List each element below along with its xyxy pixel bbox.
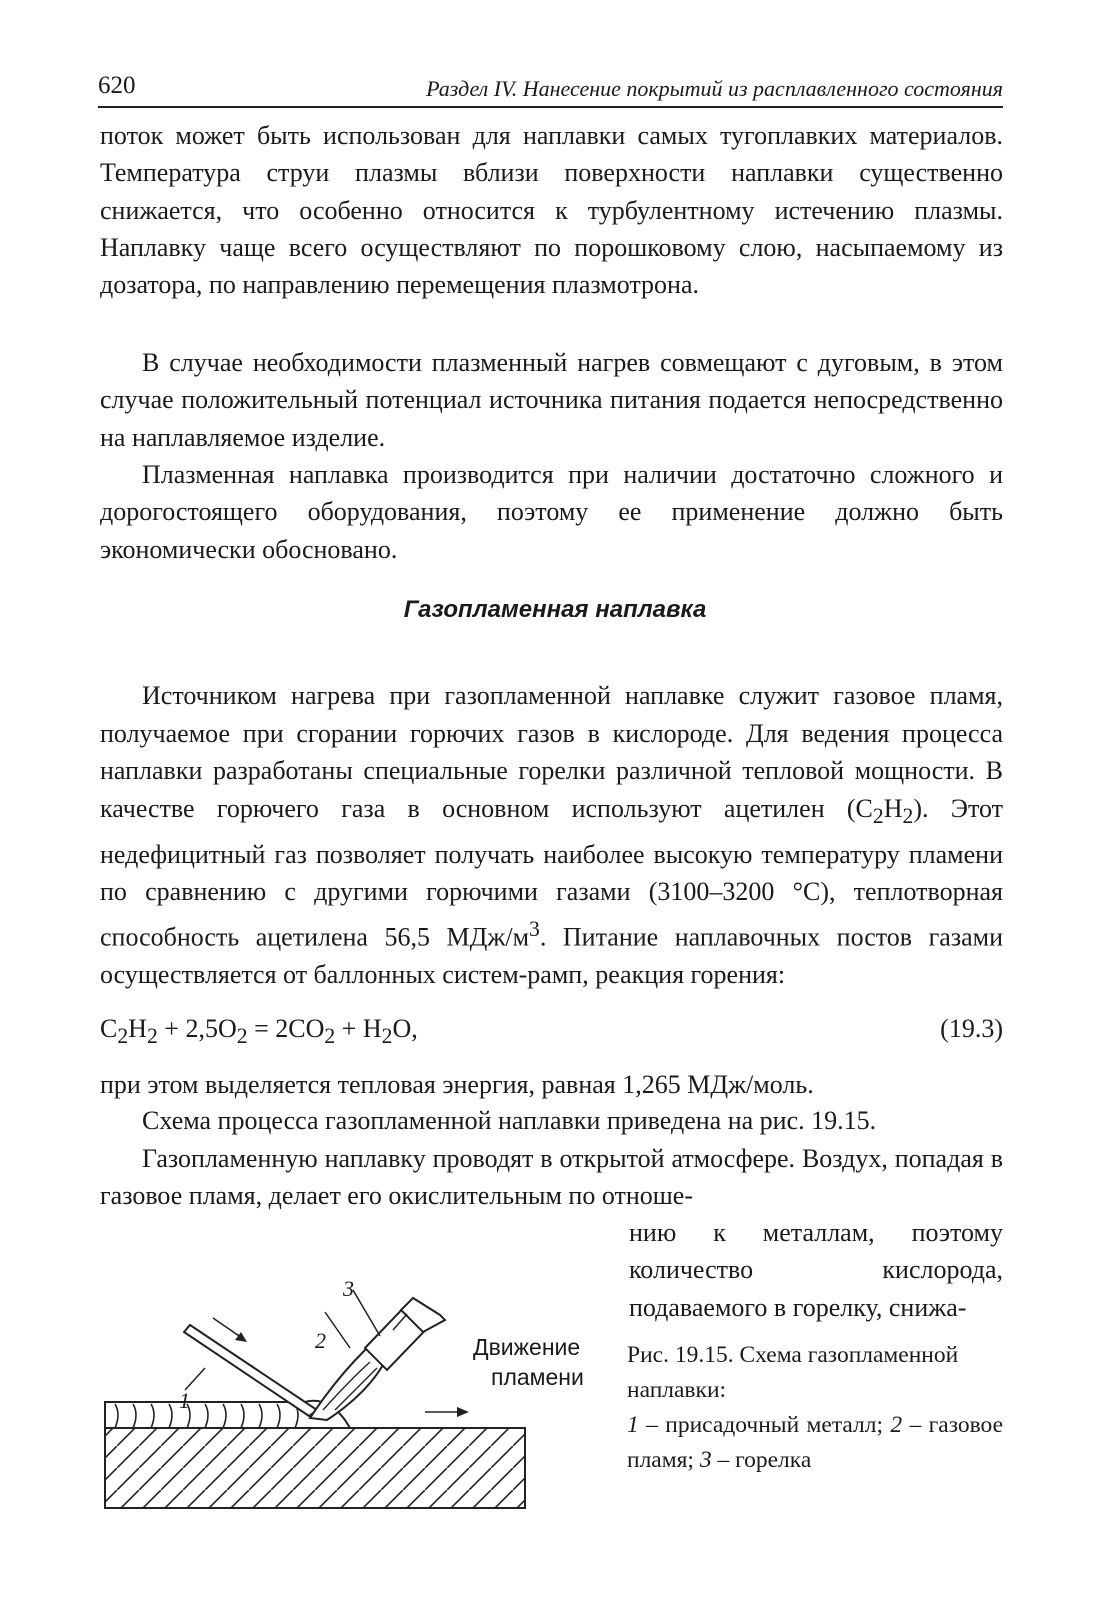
paragraph-oxygen-reduction: нию к металлам, поэтому количество кислорода, подаваемого в горелку, снижа- [629,1218,1003,1322]
paragraph-heat-source: Источником нагрева при газопламенной наплавке служит газовое пламя, получаемое при сгорании горючих газов в кислороде. Для ведения процесса наплавки разработаны специальные горелки различной тепловой мощности. В качестве горючего газа в основном используют ацетилен $(C_2H_2)$. Этот недефицитный газ позволяет получать наиболее высокую температуру пламени по сравнению с другими горючими газами (3100–3200 °С), теплотворная способность ацетилена 56,5 МДж/$м^3$. Питание наплавочных постов газами осуществляется от баллонных систем-рамп, реакция горения: [100,681,1004,989]
leader-3 [353,1290,380,1336]
caption-title: Рис. 19.15. Схема газопламенной наплавки: [627,1342,959,1403]
diagram-drawing [95,1270,615,1520]
paragraph-equipment-cost: Плазменная наплавка производится при наличии достаточно сложного и дорогостоящего оборудования, поэтому ее применение должно быть экономически обосновано. [100,460,1003,564]
paragraph-combined-heating: В случае необходимости плазменный нагрев совмещают с дуговым, в этом случае положительный потенциал источника питания подается непосредственно на наплавляемое изделие. [100,348,1003,452]
figure-label-2: 2 [315,1328,326,1353]
paragraph-atmosphere: Газопламенную наплавку проводят в открытой атмосфере. Воздух, попадая в газовое пламя, делает его окислительным по отноше- [100,1144,1003,1211]
figure-label-1: 1 [179,1388,190,1413]
caption-legend: 1 – присадочный металл; 2 – газовое пламя; 3 – горелка [627,1412,1004,1473]
page-number: 620 [98,72,136,99]
motion-label-line1: Движение [473,1334,581,1360]
motion-arrow-head [457,1407,469,1417]
figure-flame-surfacing-diagram [95,1270,615,1520]
running-title: Раздел IV. Нанесение покрытий из расплавленного состояния [426,76,1003,101]
leader-1 [185,1368,205,1390]
leader-2 [325,1312,350,1348]
base-metal [105,1428,525,1508]
motion-label-line2: пламени [491,1364,584,1390]
running-header [98,72,1003,108]
section-heading: Газопламенная наплавка [403,596,707,623]
combustion-equation [100,1014,1003,1054]
equation-number: (19.3) [940,1014,1003,1043]
paragraph-plasma-flow: поток может быть использован для наплавки самых тугоплавких материалов. Температура струи плазмы вблизи поверхности наплавки существенно снижается, что особенно относится к турбулентному истечению плазмы. Наплавку чаще всего осуществляют по порошковому слою, насыпаемому из дозатора, по направлению перемещения плазмотрона. [100,121,1003,300]
figure-caption [627,1338,1003,1478]
figure-label-3: 3 [343,1276,354,1301]
motion-direction-label [473,1332,584,1392]
paragraph-heat-released: при этом выделяется тепловая энергия, равная 1,265 МДж/моль. [100,1070,814,1099]
paragraph-figure-reference: Схема процесса газопламенной наплавки приведена на рис. 19.15. [142,1106,877,1135]
equation-body: $C_2H_2 + 2,5O_2 = 2CO_2 + H_2O$, [100,1014,418,1049]
